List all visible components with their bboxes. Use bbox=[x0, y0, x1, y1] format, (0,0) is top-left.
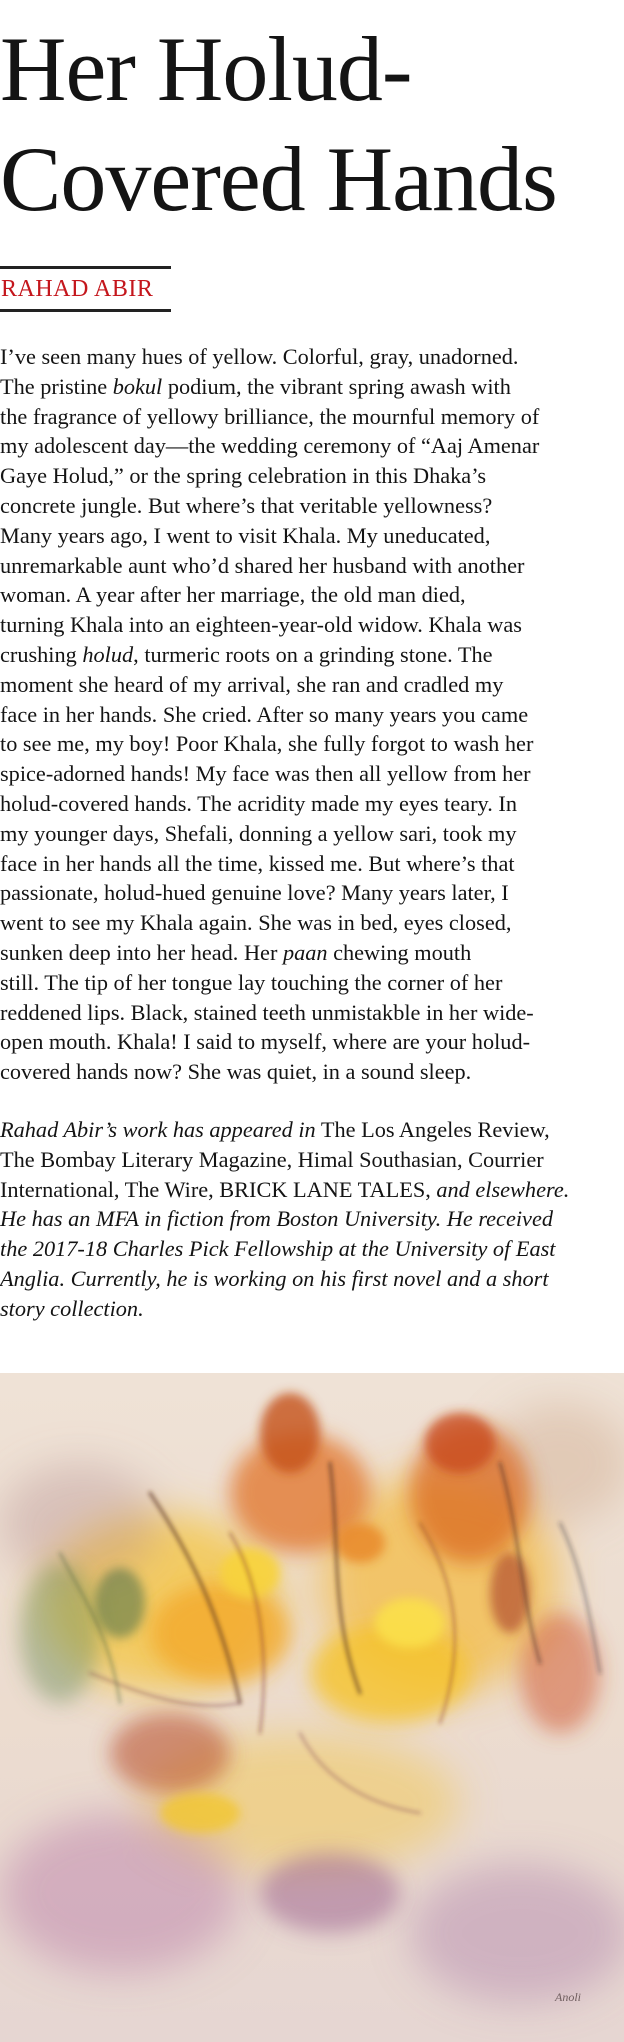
bio-line: Anglia. Currently, he is working on his first novel and a short bbox=[0, 1265, 549, 1291]
painting-signature: Anoli bbox=[555, 1990, 581, 2004]
painting-canvas bbox=[0, 1373, 624, 2042]
story-line: open mouth. Khala! I said to myself, where are your holud- bbox=[0, 1029, 531, 1055]
story-line: still. The tip of her tongue lay touching the corner of her bbox=[0, 969, 503, 995]
author-bio bbox=[0, 1115, 624, 1324]
story-line-part: podium, the vibrant spring awash with bbox=[162, 373, 511, 399]
story-line: the fragrance of yellowy brilliance, the mournful memory of bbox=[0, 403, 540, 429]
bio-line: the 2017-18 Charles Pick Fellowship at the University of East bbox=[0, 1236, 556, 1262]
story-line: concrete jungle. But where’s that veritable yellowness? bbox=[0, 492, 493, 518]
story-line-part: The pristine bbox=[0, 373, 113, 399]
story-line-italic: paan bbox=[282, 939, 328, 965]
author-name[interactable]: RAHAD ABIR bbox=[1, 276, 154, 302]
story-line: Gaye Holud,” or the spring celebration in this Dhaka’s bbox=[0, 463, 487, 489]
bio-line-part: The Los Angeles Review, bbox=[315, 1117, 550, 1142]
story-line: face in her hands all the time, kissed me. But where’s that bbox=[0, 850, 515, 876]
bio-line bbox=[0, 1175, 624, 1205]
story-line: moment she heard of my arrival, she ran and cradled my bbox=[0, 671, 504, 697]
story-text bbox=[0, 342, 624, 1087]
story-line-italic: holud bbox=[82, 641, 134, 667]
story-line: reddened lips. Black, stained teeth unmistakble in her wide- bbox=[0, 999, 534, 1025]
bio-line: The Bombay Literary Magazine, Himal Southasian, Courrier bbox=[0, 1146, 544, 1172]
story-line: spice-adorned hands! My face was then all yellow from her bbox=[0, 761, 531, 787]
bio-line-italic: and elsewhere. bbox=[436, 1176, 570, 1202]
story-line: my younger days, Shefali, donning a yellow sari, took my bbox=[0, 820, 517, 846]
article-title bbox=[0, 14, 624, 234]
bio-line-part: International, The Wire, BRICK LANE TALES, bbox=[0, 1176, 437, 1202]
story-line: Many years ago, I went to visit Khala. My uneducated, bbox=[0, 522, 491, 548]
story-line: passionate, holud-hued genuine love? Many years later, I bbox=[0, 880, 509, 906]
story-line: my adolescent day—the wedding ceremony of “Aaj Amenar bbox=[0, 433, 540, 459]
abstract-painting bbox=[0, 1373, 624, 2042]
title-line-2: Covered Hands bbox=[0, 128, 557, 230]
bio-line bbox=[0, 1115, 624, 1145]
story-line bbox=[0, 640, 624, 670]
story-line: I’ve seen many hues of yellow. Colorful, gray, unadorned. bbox=[0, 344, 519, 369]
story-line bbox=[0, 938, 624, 968]
story-line-italic: bokul bbox=[112, 373, 163, 399]
story-line-part: , turmeric roots on a grinding stone. The bbox=[133, 641, 493, 667]
story-line-part: chewing mouth bbox=[327, 939, 472, 965]
story-line: holud-covered hands. The acridity made my eyes teary. In bbox=[0, 790, 517, 816]
story-line: face in her hands. She cried. After so many years you came bbox=[0, 701, 529, 727]
story-line-part: sunken deep into her head. Her bbox=[0, 939, 283, 965]
story-line: woman. A year after her marriage, the old man died, bbox=[0, 582, 466, 608]
bio-line: He has an MFA in fiction from Boston University. He received bbox=[0, 1206, 553, 1232]
story-line-part: crushing bbox=[0, 641, 83, 667]
story-line: to see me, my boy! Poor Khala, she fully forgot to wash her bbox=[0, 731, 534, 757]
bio-line: story collection. bbox=[0, 1295, 144, 1321]
bio-line-italic: Rahad Abir’s work has appeared in bbox=[0, 1117, 316, 1142]
story-line: unremarkable aunt who’d shared her husband with another bbox=[0, 552, 525, 578]
title-line-1: Her Holud- bbox=[0, 18, 412, 120]
story-line: went to see my Khala again. She was in bed, eyes closed, bbox=[0, 910, 512, 936]
author-byline bbox=[0, 266, 171, 312]
story-line: covered hands now? She was quiet, in a sound sleep. bbox=[0, 1059, 472, 1085]
story-line bbox=[0, 372, 624, 402]
story-line: turning Khala into an eighteen-year-old widow. Khala was bbox=[0, 612, 522, 638]
